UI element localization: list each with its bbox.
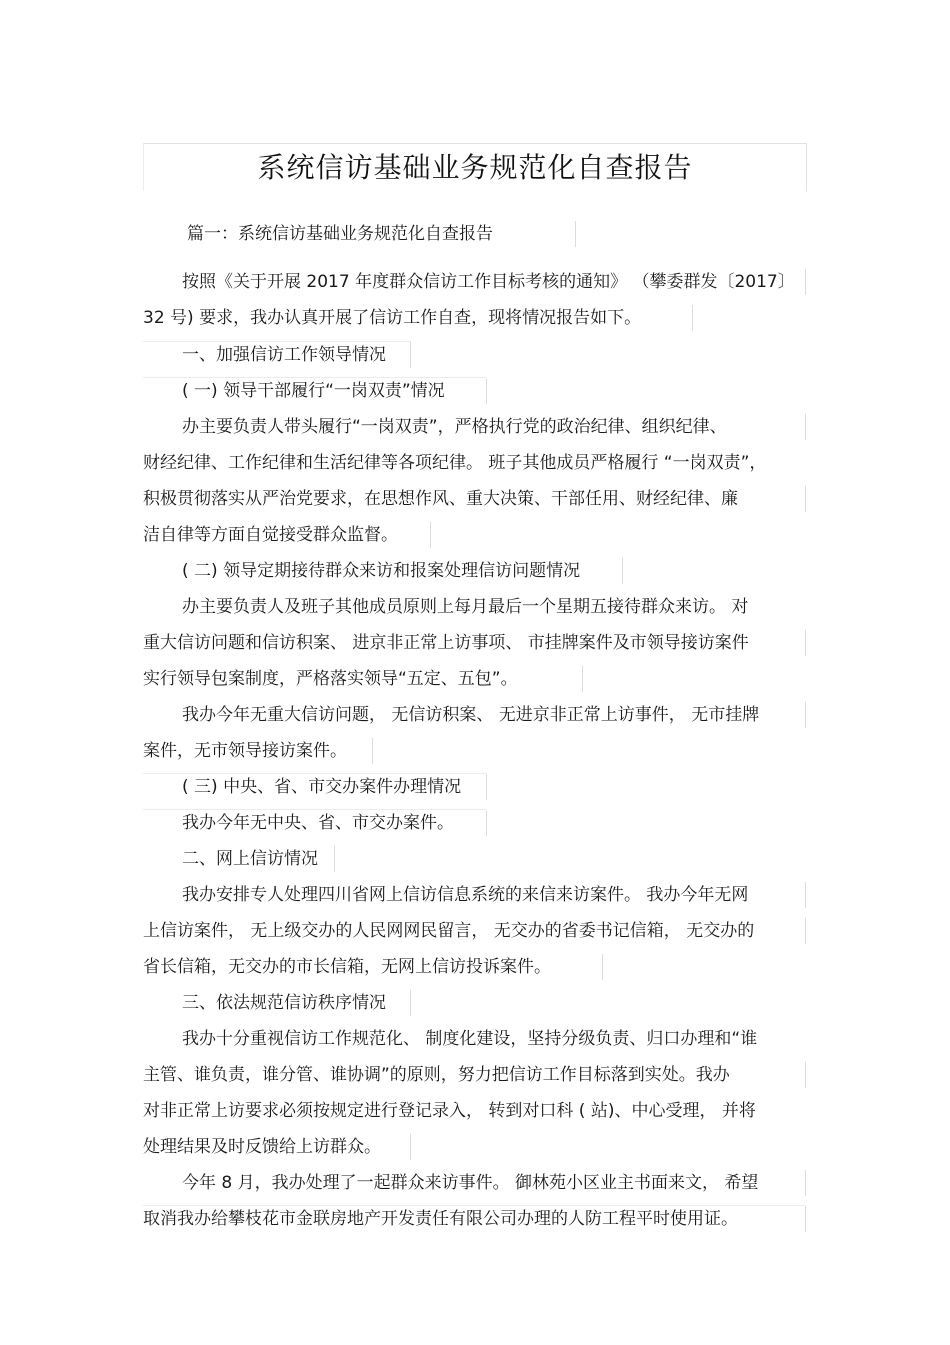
paragraph-line: 我办安排专人处理四川省网上信访信息系统的来信来访案件。 我办今年无网 <box>182 885 749 905</box>
document-title: 系统信访基础业务规范化自查报告 <box>257 151 693 184</box>
section-heading: 三、依法规范信访秩序情况 <box>182 993 386 1013</box>
line-separator <box>410 342 411 368</box>
line-separator <box>805 414 806 440</box>
line-rule <box>143 341 411 342</box>
paragraph-line: 办主要负责人及班子其他成员原则上每月最后一个星期五接待群众来访。 对 <box>182 597 749 617</box>
paragraph-line: 主管、谁负责，谁分管、谁协调”的原则，努力把信访工作目标落到实处。我办 <box>143 1065 730 1085</box>
paragraph-line: 省长信箱，无交办的市长信箱，无网上信访投诉案件。 <box>143 957 551 977</box>
subsection-heading: ( 一) 领导干部履行“一岗双责”情况 <box>182 381 445 401</box>
paragraph-line: 我办今年无重大信访问题， 无信访积案、 无进京非正常上访事件， 无市挂牌 <box>182 705 760 725</box>
line-separator <box>805 269 806 295</box>
line-separator <box>486 810 487 836</box>
subtitle-line: 篇一：系统信访基础业务规范化自查报告 <box>187 224 493 244</box>
line-separator <box>805 630 806 656</box>
line-separator <box>805 1062 806 1088</box>
paragraph-line: 我办十分重视信访工作规范化、 制度化建设，坚持分级负责、归口办理和“谁 <box>182 1029 758 1049</box>
paragraph-line: 32 号) 要求，我办认真开展了信访工作自查，现将情况报告如下。 <box>143 308 642 328</box>
paragraph-line: 今年 8 月，我办处理了一起群众来访事件。 御林苑小区业主书面来文， 希望 <box>182 1173 759 1193</box>
line-separator <box>410 990 411 1016</box>
line-rule <box>143 809 486 810</box>
paragraph-line: 办主要负责人带头履行“一岗双责”，严格执行党的政治纪律、组织纪律、 <box>182 417 727 437</box>
subsection-heading: ( 二) 领导定期接待群众来访和报案处理信访问题情况 <box>182 561 581 581</box>
paragraph-line: 取消我办给攀枝花市金联房地产开发责任有限公司办理的人防工程平时使用证。 <box>143 1209 738 1229</box>
section-heading: 一、加强信访工作领导情况 <box>182 345 386 365</box>
line-separator <box>410 1134 411 1160</box>
line-separator <box>334 846 335 872</box>
paragraph-line: 我办今年无中央、省、市交办案件。 <box>182 813 454 833</box>
line-rule <box>143 377 486 378</box>
line-separator <box>582 666 583 692</box>
line-separator <box>805 1170 806 1196</box>
paragraph-line: 对非正常上访要求必须按规定进行登记录入， 转到对口科 ( 站)、中心受理， 并将 <box>143 1101 756 1121</box>
paragraph-line: 案件，无市领导接访案件。 <box>143 741 347 761</box>
line-separator <box>602 954 603 980</box>
paragraph-line: 重大信访问题和信访积案、 进京非正常上访事项、 市挂牌案件及市领导接访案件 <box>143 633 749 653</box>
paragraph-line: 积极贯彻落实从严治党要求，在思想作风、重大决策、干部任用、财经纪律、廉 <box>143 489 738 509</box>
paragraph-line: 洁自律等方面自觉接受群众监督。 <box>143 525 398 545</box>
line-separator <box>430 522 431 548</box>
line-separator <box>486 378 487 404</box>
paragraph-line: 实行领导包案制度，严格落实领导“五定、五包”。 <box>143 669 518 689</box>
line-rule <box>143 1205 805 1206</box>
section-heading: 二、网上信访情况 <box>182 849 318 869</box>
line-separator <box>486 774 487 800</box>
paragraph-line: 上信访案件， 无上级交办的人民网网民留言， 无交办的省委书记信箱， 无交办的 <box>143 921 755 941</box>
subsection-heading: ( 三) 中央、省、市交办案件办理情况 <box>182 777 462 797</box>
line-separator <box>692 305 693 331</box>
line-separator <box>805 486 806 512</box>
line-separator <box>805 1206 806 1232</box>
line-separator <box>372 738 373 764</box>
line-rule <box>143 773 486 774</box>
line-separator <box>805 702 806 728</box>
line-separator <box>575 221 576 247</box>
paragraph-line: 按照《关于开展 2017 年度群众信访工作目标考核的通知》 （攀委群发〔2017〕 <box>182 272 795 292</box>
paragraph-line: 财经纪律、工作纪律和生活纪律等各项纪律。 班子其他成员严格履行 “一岗双责”， <box>143 453 767 473</box>
line-separator <box>805 882 806 908</box>
line-separator <box>805 918 806 944</box>
line-separator <box>622 558 623 584</box>
paragraph-line: 处理结果及时反馈给上访群众。 <box>143 1137 381 1157</box>
